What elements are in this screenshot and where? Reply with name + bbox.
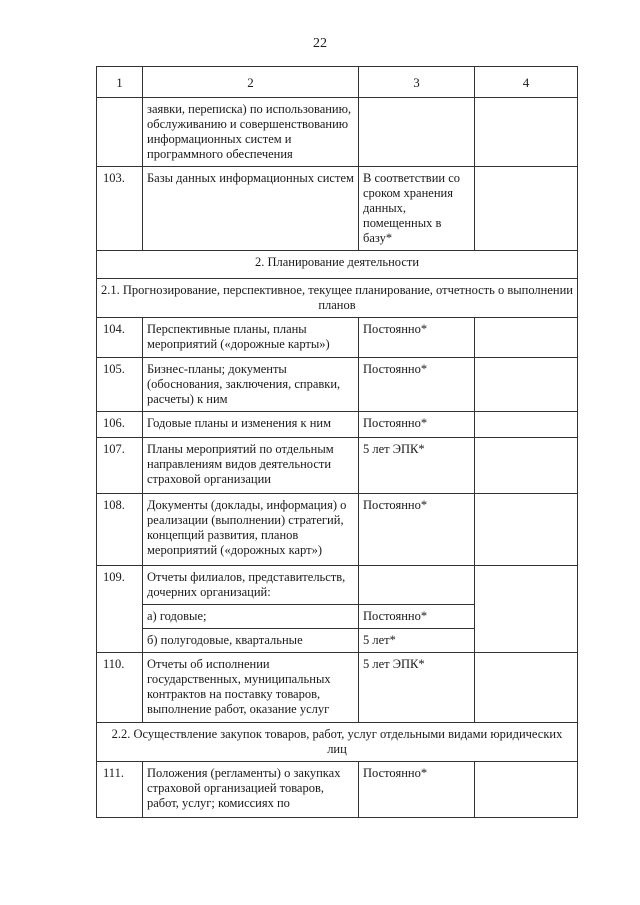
row-note bbox=[475, 566, 578, 653]
row-title: Положения (регламенты) о закупках страховой организацией товаров, работ, услуг; комиссиях по bbox=[143, 762, 359, 818]
row-number: 105. bbox=[97, 358, 143, 412]
subrow-term: Постоянно* bbox=[359, 605, 475, 629]
section-row-2-2 bbox=[97, 723, 578, 762]
row-title: Планы мероприятий по отдельным направлениям видов деятельности страховой организации bbox=[143, 438, 359, 494]
row-number: 111. bbox=[97, 762, 143, 818]
table-row-111 bbox=[97, 762, 578, 818]
subrow-term: 5 лет* bbox=[359, 629, 475, 653]
row-term: Постоянно* bbox=[359, 494, 475, 566]
subrow-title: б) полугодовые, квартальные bbox=[143, 629, 359, 653]
row-note bbox=[475, 318, 578, 358]
row-note bbox=[475, 653, 578, 723]
row-term: Постоянно* bbox=[359, 762, 475, 818]
table-row-103 bbox=[97, 167, 578, 251]
table-row-continuation bbox=[97, 98, 578, 167]
row-title: Отчеты филиалов, представительств, дочерних организаций: bbox=[143, 566, 359, 605]
document-table bbox=[96, 66, 578, 818]
row-note bbox=[475, 167, 578, 251]
table-row-109 bbox=[97, 566, 578, 605]
table-row-105 bbox=[97, 358, 578, 412]
header-col-3: 3 bbox=[359, 67, 475, 98]
row-term: Постоянно* bbox=[359, 358, 475, 412]
header-col-2: 2 bbox=[143, 67, 359, 98]
row-note bbox=[475, 494, 578, 566]
row-term: 5 лет ЭПК* bbox=[359, 438, 475, 494]
row-title: Перспективные планы, планы мероприятий («дорожные карты») bbox=[143, 318, 359, 358]
subrow-title: а) годовые; bbox=[143, 605, 359, 629]
row-number bbox=[97, 98, 143, 167]
row-title: Документы (доклады, информация) о реализации (выполнении) стратегий, концепций развития, планов мероприятий («дорожных карт») bbox=[143, 494, 359, 566]
row-number: 109. bbox=[97, 566, 143, 653]
row-term bbox=[359, 566, 475, 605]
row-title: заявки, переписка) по использованию, обслуживанию и совершенствованию информационных систем и программного обеспечения bbox=[143, 98, 359, 167]
row-term bbox=[359, 98, 475, 167]
table-row-108 bbox=[97, 494, 578, 566]
header-col-1: 1 bbox=[97, 67, 143, 98]
header-col-4: 4 bbox=[475, 67, 578, 98]
row-number: 108. bbox=[97, 494, 143, 566]
section-heading: 2.2. Осуществление закупок товаров, работ, услуг отдельными видами юридических лиц bbox=[97, 723, 578, 762]
row-note bbox=[475, 98, 578, 167]
row-number: 110. bbox=[97, 653, 143, 723]
table-header-row bbox=[97, 67, 578, 98]
row-number: 104. bbox=[97, 318, 143, 358]
row-title: Годовые планы и изменения к ним bbox=[143, 412, 359, 438]
table-row-104 bbox=[97, 318, 578, 358]
section-heading: 2.1. Прогнозирование, перспективное, текущее планирование, отчетность о выполнении планов bbox=[97, 279, 578, 318]
row-term: В соответствии со сроком хранения данных, помещенных в базу* bbox=[359, 167, 475, 251]
row-title: Бизнес-планы; документы (обоснования, заключения, справки, расчеты) к ним bbox=[143, 358, 359, 412]
row-title: Отчеты об исполнении государственных, муниципальных контрактов на поставку товаров, выполнение работ, оказание услуг bbox=[143, 653, 359, 723]
row-note bbox=[475, 438, 578, 494]
row-title: Базы данных информационных систем bbox=[143, 167, 359, 251]
section-row-2-1 bbox=[97, 279, 578, 318]
row-note bbox=[475, 358, 578, 412]
row-number: 103. bbox=[97, 167, 143, 251]
row-term: Постоянно* bbox=[359, 412, 475, 438]
section-heading: 2. Планирование деятельности bbox=[97, 251, 578, 279]
page-number: 22 bbox=[313, 36, 327, 51]
table-row-106 bbox=[97, 412, 578, 438]
row-note bbox=[475, 412, 578, 438]
row-term: Постоянно* bbox=[359, 318, 475, 358]
row-note bbox=[475, 762, 578, 818]
section-row-2 bbox=[97, 251, 578, 279]
row-term: 5 лет ЭПК* bbox=[359, 653, 475, 723]
table-row-110 bbox=[97, 653, 578, 723]
row-number: 106. bbox=[97, 412, 143, 438]
row-number: 107. bbox=[97, 438, 143, 494]
table-row-107 bbox=[97, 438, 578, 494]
